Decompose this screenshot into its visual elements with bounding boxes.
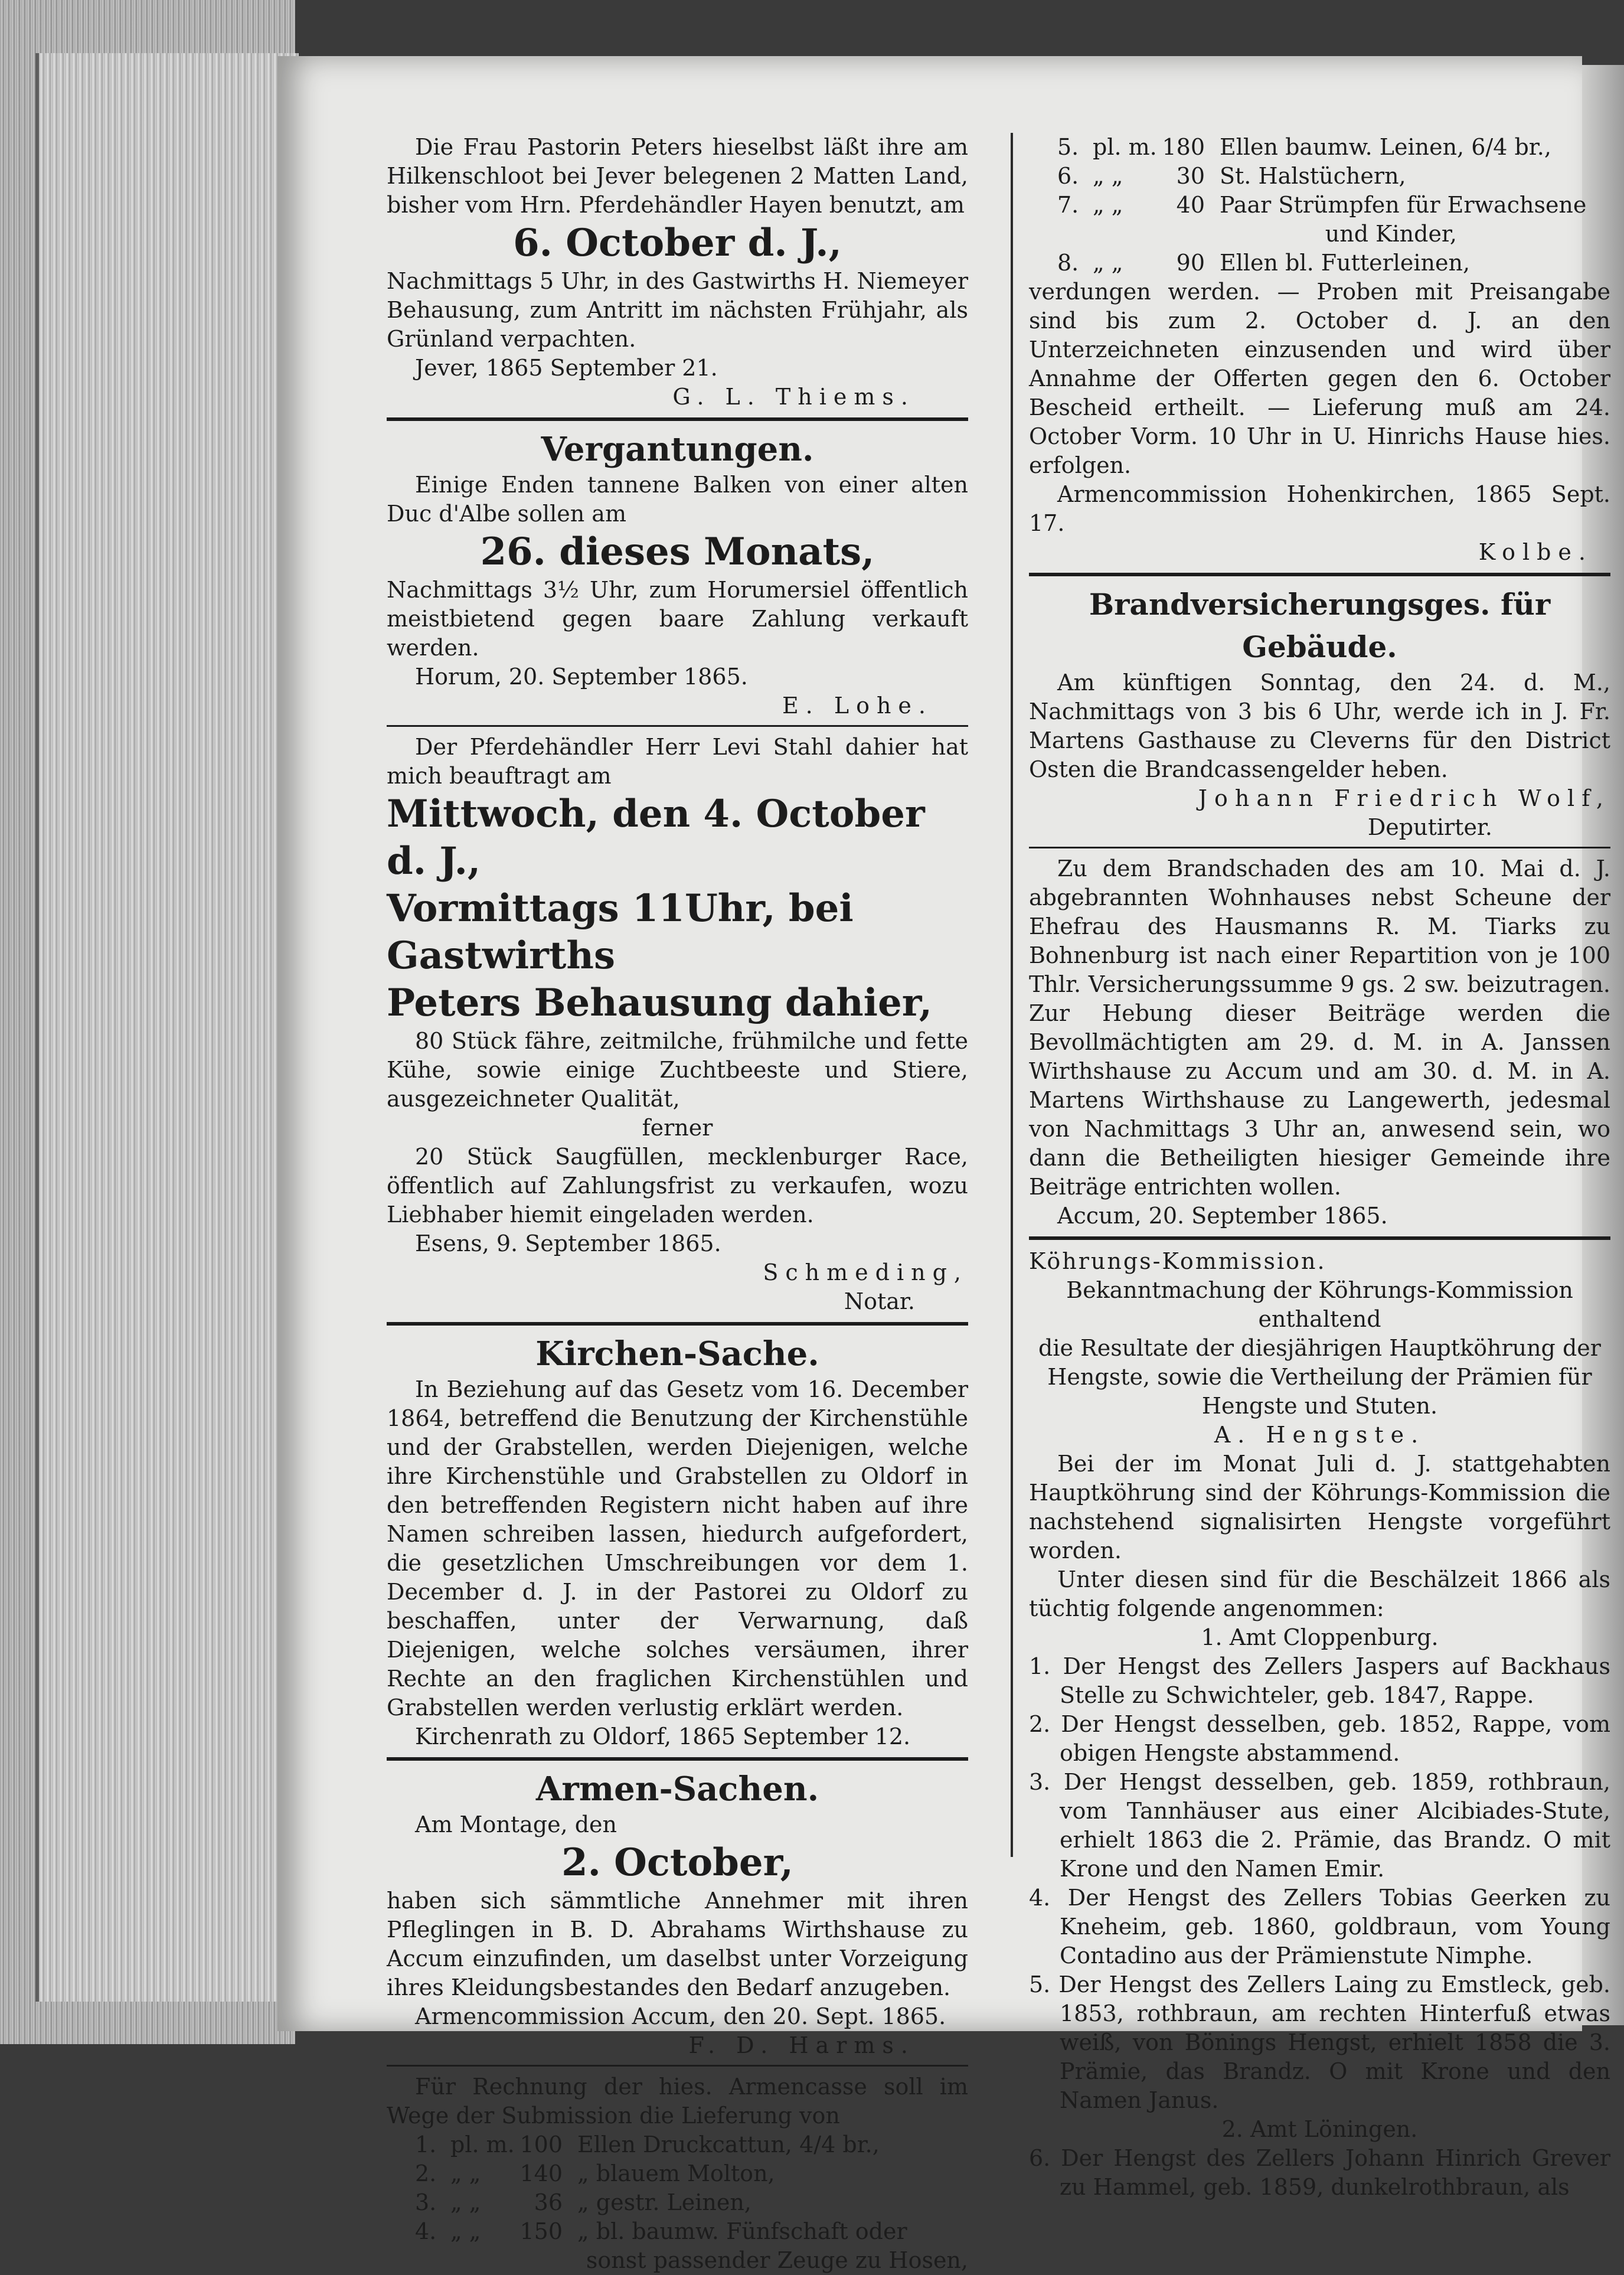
notice-text: haben sich sämmtliche Annehmer mit ihren Pfleglingen in B. D. Abrahams Wirthshause zu Accum einzufinden, um daselbst unter Vorzeigung ihres Kleidungsbestandes den Bedarf anzugeben. (387, 1888, 968, 2000)
section-heading: Armen-Sachen. (535, 1770, 819, 1809)
section-heading: Kirchen-Sache. (535, 1334, 819, 1373)
notice-place-date: Horum, 20. September 1865. (415, 664, 748, 690)
notice-text: Für Rechnung der hies. Armencasse soll im Wege der Submission die Lieferung von (387, 2074, 968, 2129)
section-heading: Brandversicherungsges. für Gebäude. (1089, 587, 1551, 664)
list-item: 7. „ „ 40 Paar Strümpfen für Erwachsene (1057, 192, 1587, 218)
section-koehrung (1029, 1247, 1610, 2202)
notice-text: Am künftigen Sonntag, den 24. d. M., Nachmittags von 3 bis 6 Uhr, werde ich in J. Fr. Martens Gasthause zu Cleverns für den District Osten die Brandcassengelder heben. (1029, 670, 1610, 782)
section-vergantungen (387, 428, 968, 720)
list-item: 4. „ „ 150 „ bl. baumw. Fünfschaft oder (415, 2218, 907, 2244)
notice-place-date: Jever, 1865 September 21. (415, 355, 718, 381)
section-title: Köhrungs-Kommission. (1029, 1248, 1326, 1274)
notice-date: 26. dieses Monats, (480, 530, 875, 574)
notice-text: Die Frau Pastorin Peters hieselbst läßt ihre am Hilkenschloot bei Jever belegenen 2 Matten Land, bisher vom Hrn. Pferdehändler Hayen benutzt, am (387, 134, 968, 218)
notice-rule (387, 2065, 968, 2067)
notice-submission (1029, 278, 1610, 567)
section-rule (387, 1757, 968, 1761)
right-column (1029, 133, 1610, 2202)
notice-signature: E. Lohe. (782, 693, 933, 719)
list-item: 8. „ „ 90 Ellen bl. Futterleinen, (1057, 250, 1471, 276)
book-page-stack (35, 53, 299, 2002)
list-item: 3. Der Hengst desselben, geb. 1859, rothbraun, vom Tannhäuser aus einer Alcibiades-Stute, erhielt 1863 die 2. Prämie, das Brandz. O mit Krone und den Namen Emir. (1029, 1769, 1610, 1882)
list-item: 6. „ „ 30 St. Halstüchern, (1057, 163, 1406, 189)
notice-signature: Johann Friedrich Wolf, (1198, 785, 1610, 811)
notice-place-date: Accum, 20. September 1865. (1057, 1203, 1388, 1229)
notice-rule (1029, 847, 1610, 848)
notice-headline: Vormittags 11Uhr, bei Gastwirths (387, 886, 854, 978)
list-item: 6. Der Hengst des Zellers Johann Hinrich Grever zu Hammel, geb. 1859, dunkelrothbraun, als (1029, 2145, 1610, 2200)
list-item: 3. „ „ 36 „ gestr. Leinen, (415, 2189, 751, 2215)
notice-signature: F. D. Harms. (688, 2032, 915, 2058)
notice-pastorin (387, 133, 968, 412)
notice-text: Einige Enden tannene Balken von einer alten Duc d'Albe sollen am (387, 472, 968, 527)
section-heading: Vergantungen. (541, 430, 814, 469)
list-item: 1. pl. m. 100 Ellen Druckcattun, 4/4 br., (415, 2132, 880, 2158)
notice-text: die Resultate der diesjährigen Hauptköhrung der Hengste, sowie die Vertheilung der Prämien für Hengste und Stuten. (1038, 1335, 1601, 1419)
supply-list-continued (1029, 133, 1610, 278)
list-item: 5. pl. m. 180 Ellen baumw. Leinen, 6/4 br., (1057, 134, 1551, 160)
subsection-heading: A. Hengste. (1214, 1422, 1426, 1448)
notice-text: Zu dem Brandschaden des am 10. Mai d. J. abgebrannten Wohnhauses nebst Scheune der Ehefrau des Hausmanns R. M. Tiarks zu Bohnenburg ist nach einer Repartition von je 100 Thlr. Versicherungssumme 9 gs. 2 sw. beizutragen. Zur Hebung dieser Beiträge werden die Bevollmächtigten am 29. d. M. in A. Janssen Wirthshause zu Accum und am 30. d. M. in A. Martens Wirthshause zu Langewerth, jedesmal von Nachmittags 3 Uhr an, anwesend sein, wo dann die Betheiligten hiesiger Gemeinde ihre Beiträge entrichten wollen. (1029, 856, 1610, 1200)
notice-stahl (387, 733, 968, 1316)
notice-text: ferner (642, 1115, 713, 1141)
notice-text: verdungen werden. — Proben mit Preisangabe sind bis zum 2. October d. J. an den Unterzeichneten einzusenden und wird über Annahme der Offerten gegen den 6. October Bescheid ertheilt. — Lieferung muß am 24. October Vorm. 10 Uhr in U. Hinrichs Hause hies. erfolgen. (1029, 279, 1610, 478)
list-item-continuation: sonst passender Zeuge zu Hosen, (586, 2247, 968, 2273)
list-item: 1. Der Hengst des Zellers Jaspers auf Backhaus Stelle zu Schwichteler, geb. 1847, Rappe. (1029, 1653, 1610, 1708)
list-item-continuation: und Kinder, (1325, 221, 1457, 247)
list-item: 2. „ „ 140 „ blauem Molton, (415, 2160, 775, 2186)
notice-place-date: Esens, 9. September 1865. (415, 1230, 721, 1256)
notice-text: Nachmittags 5 Uhr, in des Gastwirths H. Niemeyer Behausung, zum Antritt im nächsten Frühjahr, als Grünland verpachten. (387, 268, 968, 352)
list-item: 4. Der Hengst des Zellers Tobias Geerken zu Kneheim, geb. 1860, goldbraun, vom Young Contadino aus der Prämienstute Nimphe. (1029, 1885, 1610, 1969)
notice-rule (387, 725, 968, 727)
section-rule (387, 417, 968, 421)
notice-text: Unter diesen sind für die Beschälzeit 1866 als tüchtig folgende angenommen: (1029, 1566, 1610, 1621)
list-item: 2. Der Hengst desselben, geb. 1852, Rappe, vom obigen Hengste abstammend. (1029, 1711, 1610, 1766)
notice-text: enthaltend (1258, 1306, 1381, 1332)
section-armen (387, 1768, 968, 2275)
notice-text: Nachmittags 3½ Uhr, zum Horumersiel öffentlich meistbietend gegen baare Zahlung verkauft werden. (387, 577, 968, 661)
list-item: 5. Der Hengst des Zellers Laing zu Emstleck, geb. 1853, rothbraun, am rechten Hinterfuß etwas weiß, von Bönings Hengst, erhielt 1858 die 3. Prämie, das Brandz. O mit Krone und den Namen Janus. (1029, 1972, 1610, 2113)
notice-text: Bekanntmachung der Köhrungs-Kommission (1066, 1277, 1573, 1303)
left-column (387, 133, 968, 2275)
notice-signature-title: Deputirter. (1367, 814, 1492, 840)
section-brand (1029, 583, 1610, 1230)
notice-text: Der Pferdehändler Herr Levi Stahl dahier hat mich beauftragt am (387, 734, 968, 789)
notice-signature: G. L. Thiems. (672, 384, 915, 410)
section-rule (387, 1322, 968, 1326)
notice-place-date: Armencommission Accum, den 20. Sept. 1865. (415, 2003, 946, 2029)
notice-signature-title: Notar. (844, 1288, 915, 1314)
notice-text: 80 Stück fähre, zeitmilche, frühmilche und fette Kühe, sowie einige Zuchtbeeste und Stiere, ausgezeichneter Qualität, (387, 1028, 968, 1112)
notice-signature: Schmeding, (763, 1259, 968, 1285)
subsection-heading: 1. Amt Cloppenburg. (1201, 1624, 1439, 1650)
section-kirchen (387, 1333, 968, 1751)
section-rule (1029, 573, 1610, 576)
notice-text: 20 Stück Saugfüllen, mecklenburger Race, öffentlich auf Zahlungsfrist zu verkaufen, wozu Liebhaber hiemit eingeladen werden. (387, 1144, 968, 1228)
notice-place-date: Armencommission Hohenkirchen, 1865 Sept. 17. (1029, 481, 1610, 536)
notice-headline: Mittwoch, den 4. October d. J., (387, 792, 925, 883)
notice-headline: Peters Behausung dahier, (387, 981, 933, 1025)
notice-text: Am Montage, den (415, 1811, 617, 1837)
subsection-heading: 2. Amt Löningen. (1221, 2116, 1418, 2142)
notice-text: Bei der im Monat Juli d. J. stattgehabten Hauptköhrung sind der Köhrungs-Kommission die nachstehend signalisirten Hengste vorgeführt worden. (1029, 1451, 1610, 1564)
notice-date: 6. October d. J., (513, 221, 842, 265)
supply-list (387, 2130, 968, 2275)
notice-text: In Beziehung auf das Gesetz vom 16. December 1864, betreffend die Benutzung der Kirchenstühle und der Grabstellen, werden Diejenigen, welche ihre Kirchenstühle und Grabstellen zu Oldorf in den betreffenden Registern nicht haben auf ihre Namen schreiben lassen, hiedurch aufgefordert, die gesetzlichen Umschreibungen vor dem 1. December d. J. in der Pastorei zu Oldorf zu beschaffen, unter der Verwarnung, daß Diejenigen, welche solches versäumen, ihrer Rechte an den fraglichen Kirchenstühlen und Grabstellen werden verlustig erklärt werden. (387, 1376, 968, 1721)
notice-signature: Kolbe. (1478, 539, 1593, 565)
notice-date: 2. October, (561, 1840, 793, 1885)
column-divider (1011, 133, 1013, 1857)
notice-place-date: Kirchenrath zu Oldorf, 1865 September 12. (415, 1724, 911, 1750)
section-rule (1029, 1236, 1610, 1240)
